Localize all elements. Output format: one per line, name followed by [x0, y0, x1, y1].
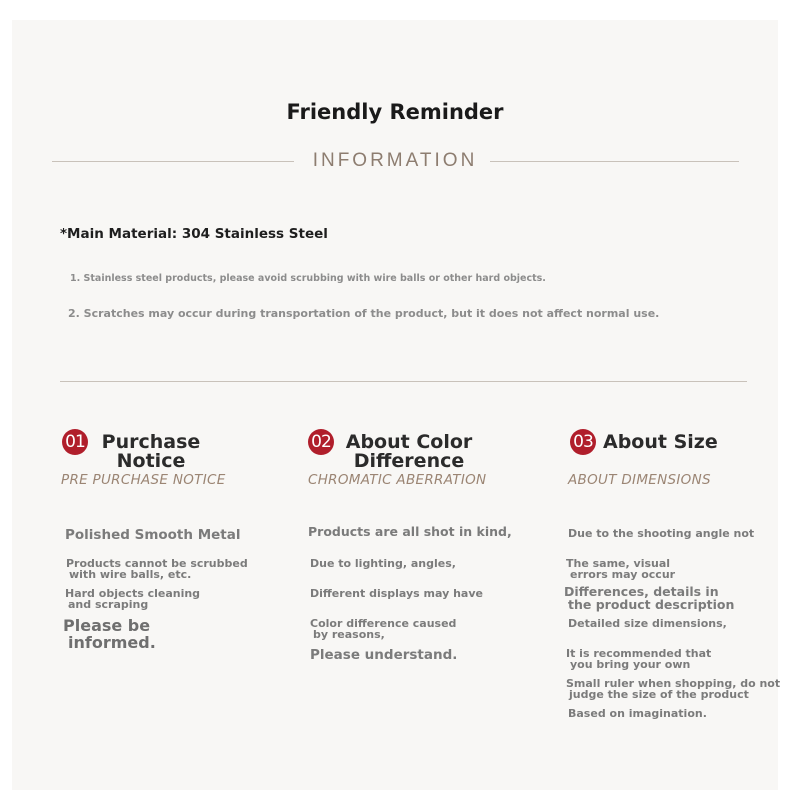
section-text-line: Small ruler when shopping, do not	[566, 677, 781, 690]
section-text-line: The same, visual	[566, 557, 671, 570]
section-title	[92, 433, 210, 471]
page-subtitle: INFORMATION	[312, 150, 478, 171]
care-note: 1. Stainless steel products, please avoid scrubbing with wire balls or other hard objects.	[70, 273, 546, 284]
section-text-line: Different displays may have	[310, 587, 483, 600]
section-text-line: Based on imagination.	[568, 707, 707, 720]
section-subtitle: CHROMATIC ABERRATION	[308, 472, 487, 488]
section-text-line: judge the size of the product	[569, 688, 749, 701]
section-text-line: Hard objects cleaning	[65, 587, 201, 600]
section-text-line: Polished Smooth Metal	[65, 527, 241, 543]
section-text-line: errors may occur	[570, 568, 676, 581]
section-number-badge: 02	[308, 429, 334, 455]
section-title	[603, 433, 723, 452]
section-text-line: Products are all shot in kind,	[308, 524, 512, 539]
section-text-line: Due to lighting, angles,	[310, 557, 456, 570]
section-text-line: Please understand.	[310, 647, 458, 663]
header-divider-right	[490, 161, 739, 162]
section-text-line: Products cannot be scrubbed	[66, 557, 248, 570]
section-number-badge: 03	[570, 429, 596, 455]
section-text-line: by reasons,	[313, 628, 385, 641]
section-divider	[60, 381, 747, 382]
section-number-badge: 01	[62, 429, 88, 455]
section-text-line: the product description	[568, 597, 735, 612]
header-divider-left	[52, 161, 294, 162]
section-title	[342, 433, 476, 471]
section-text-line: with wire balls, etc.	[69, 568, 192, 581]
section-text-line: Detailed size dimensions,	[568, 617, 727, 630]
section-text-line: informed.	[68, 633, 156, 652]
section-text-line: and scraping	[68, 598, 149, 611]
section-text-line: Due to the shooting angle not	[568, 527, 755, 540]
section-subtitle: ABOUT DIMENSIONS	[568, 472, 711, 488]
section-title-line: Difference	[353, 450, 465, 472]
content-panel	[12, 20, 781, 790]
section-title-line: About Size	[603, 431, 718, 453]
section-text-line: It is recommended that	[566, 647, 712, 660]
section-subtitle: PRE PURCHASE NOTICE	[61, 472, 226, 488]
section-title-line: About Color	[345, 431, 473, 453]
care-note: 2. Scratches may occur during transportation of the product, but it does not affect normal use.	[68, 307, 660, 320]
section-text-line: Differences, details in	[564, 584, 719, 599]
section-text-line: Color difference caused	[310, 617, 457, 630]
page-title: Friendly Reminder	[286, 100, 504, 124]
section-text-line: Please be	[63, 616, 151, 635]
section-title-line: Purchase	[101, 431, 201, 453]
material-heading: *Main Material: 304 Stainless Steel	[60, 226, 328, 242]
section-title-line: Notice	[116, 450, 186, 472]
section-text-line: you bring your own	[570, 658, 691, 671]
